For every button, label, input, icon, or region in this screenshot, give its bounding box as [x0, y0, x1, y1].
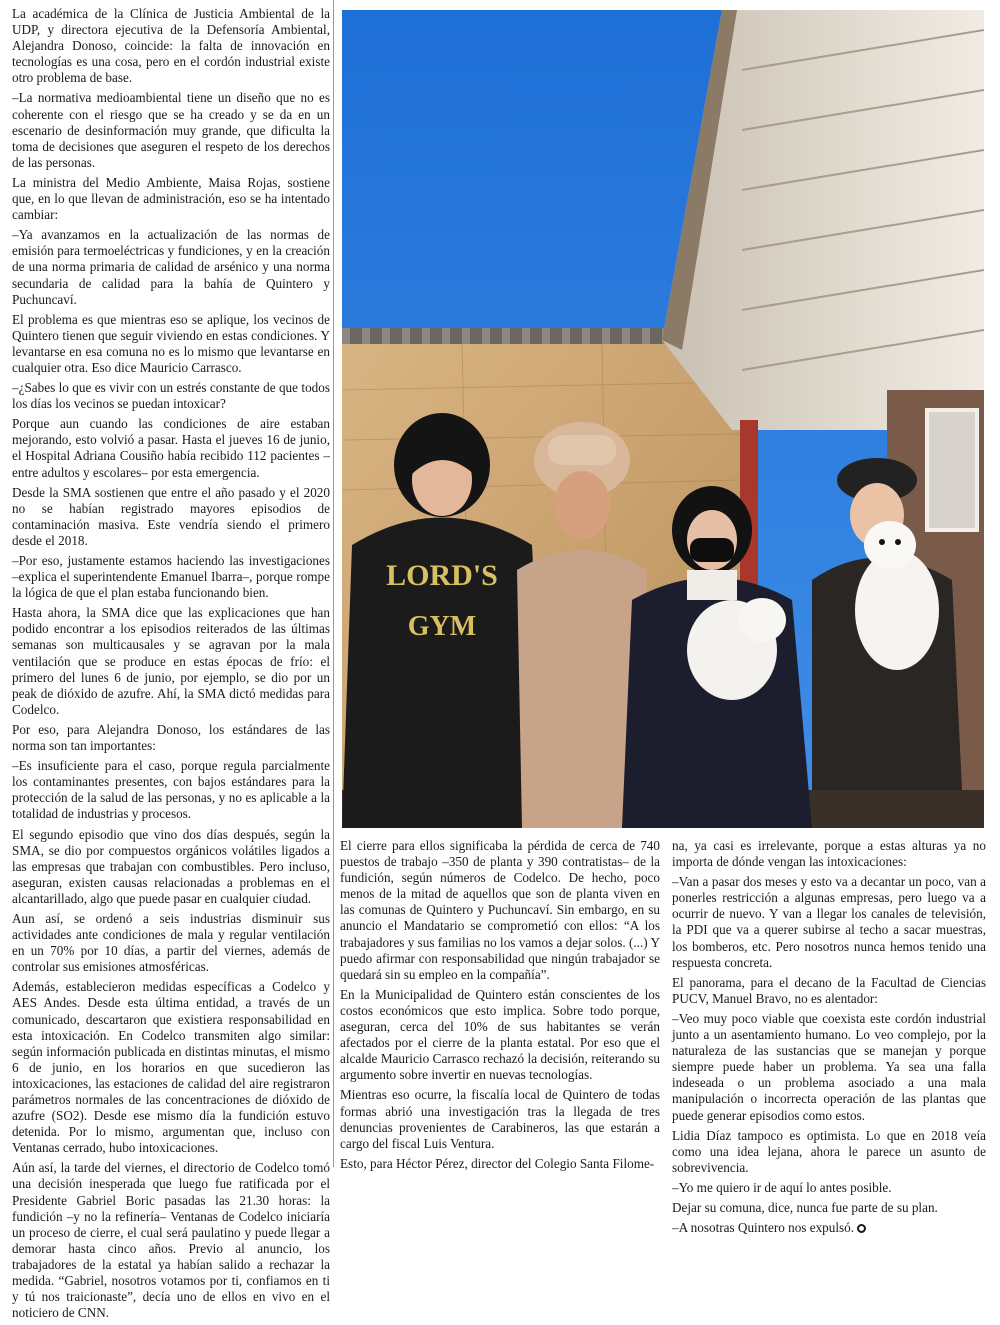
paragraph: –Ya avanzamos en la actualización de las normas de emisión para termoeléctricas y fundiciones, y en la creación de una norma primaria de calidad de arsénico y una norma secundaria de calidad para la bahía de Quintero y Puchuncaví.: [12, 227, 330, 307]
paragraph: Porque aun cuando las condiciones de aire estaban mejorando, esto volvió a pasar. Hasta el jueves 16 de junio, el Hospital Adriana Cousiño había recibido 112 pacientes –entre adultos y escolares– por esta emergencia.: [12, 416, 330, 480]
paragraph: Además, establecieron medidas específicas a Codelco y AES Andes. Desde esta última entidad, a través de un comunicado, descartaron que existiera responsabilidad en esta intoxicación. En Codelco transmiten algo similar: según información publicada en distintas minutas, el mismo 6 de junio, en los horarios en que sucedieron las intoxicaciones, las estaciones de calidad del aire registraron parámetros normales de las concentraciones de dióxido de azufre (SO2). Desde ese mismo día la fundición estuvo detenida. Por lo mismo, argumentan que, incluso con Ventanas cerrado, hubo intoxicaciones.: [12, 979, 330, 1156]
paragraph: Mientras eso ocurre, la fiscalía local de Quintero de todas formas abrió una investigación tras la llegada de tres denuncias provenientes de Carabineros, las que estarán a cargo del fiscal Luis Ventura.: [340, 1087, 660, 1151]
article-column-3: [672, 838, 986, 1240]
paragraph: Por eso, para Alejandra Donoso, los estándares de las norma son tan importantes:: [12, 721, 330, 754]
paragraph: Lidia Díaz tampoco es optimista. Lo que en 2018 veía como una idea lejana, ahora le parece un asunto de sobrevivencia.: [672, 1127, 986, 1175]
paragraph: La ministra del Medio Ambiente, Maisa Rojas, sostiene que, en lo que llevan de administración, eso se ha intentado cambiar:: [12, 174, 330, 223]
paragraph: Esto, para Héctor Pérez, director del Colegio Santa Filome-: [340, 1155, 655, 1171]
column-rule: [333, 0, 334, 1167]
paragraph: En la Municipalidad de Quintero están conscientes de los costos económicos que esto implica. Sobre todo porque, aseguran, cerca del 10% de sus habitantes se verán afectados por el cierre de la planta estatal. Por eso que el alcalde Mauricio Carrasco rechazó la decisión, reiterando su argumento sobre invertir en nuevas tecnologías.: [340, 986, 660, 1083]
paragraph: na, ya casi es irrelevante, porque a estas alturas ya no importa de dónde vengan las intoxicaciones:: [672, 838, 986, 870]
paragraph: –Es insuficiente para el caso, porque regula parcialmente los contaminantes presentes, con bajos estándares para la protección de la salud de las personas, y no es aplicable a la totalidad de industrias y procesos.: [12, 758, 330, 822]
paragraph: Desde la SMA sostienen que entre el año pasado y el 2020 no se habían registrado mayores episodios de contaminación masiva. Este vendría siendo el primero desde el 2018.: [12, 484, 330, 548]
paragraph: –Yo me quiero ir de aquí lo antes posible.: [672, 1179, 892, 1195]
paragraph: Dejar su comuna, dice, nunca fue parte de su plan.: [672, 1199, 938, 1215]
paragraph: –Van a pasar dos meses y esto va a decantar un poco, van a ponerles restricción a algunas empresas, pero luego va a ocurrir de nuevo. Y van a llegar los canales de televisión, la PDI que va a querer subirse al techo a sacar muestras, los bomberos, etc. Pero nosotros nunca hemos tenido una respuesta concreta.: [672, 874, 986, 970]
paragraph: –La normativa medioambiental tiene un diseño que no es coherente con el riesgo que se ha creado y se da en un escenario de desinformación muy grande, que dificulta la toma de decisiones que aseguren el respeto de los derechos de las personas.: [12, 90, 330, 170]
last-paragraph-text: –A nosotras Quintero nos expulsó.: [672, 1220, 855, 1236]
paragraph: El panorama, para el decano de la Facultad de Ciencias PUCV, Manuel Bravo, no es alentador:: [672, 974, 986, 1006]
paragraph: El cierre para ellos significaba la pérdida de cerca de 740 puestos de trabajo –350 de planta y 390 contratistas– de la fundición, según números de Codelco. De hecho, poco menos de la mitad de aquellos que son de planta viven en las comunas de Quintero y Puchuncaví. Sin embargo, en su anuncio el Mandatario se comprometió con ellos: “A los trabajadores y sus familias no los vamos a dejar solos. (...) Y puedo afirmar con responsabilidad que ningún trabajador se quedará sin su empleo en la compañía”.: [340, 838, 660, 982]
paragraph: –Por eso, justamente estamos haciendo las investigaciones –explica el superintendente Emanuel Ibarra–, porque rompe la lógica de que el plan estaba funcionando bien.: [12, 553, 330, 601]
paragraph: Hasta ahora, la SMA dice que las explicaciones que han podido encontrar a los episodios reiterados de las últimas semanas son multicausales y se agravan por la mala ventilación que se produce en estas épocas de frío: el primero del lunes 6 de junio, por ejemplo, se dio por un peak de dióxido de azufre. Ahí, la SMA dictó medidas para Codelco.: [12, 605, 330, 717]
paragraph: El segundo episodio que vino dos días después, según la SMA, se dio por compuestos orgánicos volátiles ligados a las empresas que trabajan con combustibles. Pero incluso, aseguran, existen causas relacionadas a problemas en el alcantarillado, algo que puede pasar en cualquier ciudad.: [12, 826, 330, 906]
paragraph: La académica de la Clínica de Justicia Ambiental de la UDP, y directora ejecutiva de la Defensoría Ambiental, Alejandra Donoso, coincide: la falta de innovación en tecnologías es una cosa, pero en el cordón industrial existe otro problema de base.: [12, 6, 330, 86]
paragraph: –¿Sabes lo que es vivir con un estrés constante de que todos los días los vecinos se puedan intoxicar?: [12, 380, 330, 412]
paragraph: –Veo muy poco viable que coexista este cordón industrial junto a un asentamiento humano. Lo veo complejo, por la naturaleza de las sustancias que se manejan y porque siempre puede haber un problema. Ya sea una falla indeseada o un problema asociado a una mala manipulación o incorrecta operación de las plantas que puede generar episodios como estos.: [672, 1010, 986, 1123]
sweatshirt-text-top: LORD'S: [386, 559, 498, 592]
last-paragraph: [672, 1220, 986, 1236]
end-of-article-icon: [857, 1224, 866, 1233]
sweatshirt-text-bottom: GYM: [407, 611, 477, 642]
article-column-1: [12, 6, 330, 1325]
paragraph: El problema es que mientras eso se aplique, los vecinos de Quintero tienen que seguir viviendo en estas condiciones. Y levantarse en esa comuna no es lo mismo que levantarse en cualquier otra. Eso dice Mauricio Carrasco.: [12, 311, 330, 375]
paragraph: Aún así, la tarde del viernes, el directorio de Codelco tomó una decisión inesperada que luego fue ratificada por el Presidente Gabriel Boric pasadas las 21.30 horas: la fundición –y no la refinería– Ventanas de Codelco iniciaría un proceso de cierre, el cual será paulatino y puede llegar a demorar hasta cinco años. Previo al anuncio, los trabajadores de la estatal ya habían salido a rechazar la medida. “Gabriel, nosotros votamos por ti, confiamos en ti y tú nos traicionaste”, decía uno de ellos en vivo en el noticiero de CNN.: [12, 1160, 330, 1321]
paragraph: Aun así, se ordenó a seis industrias disminuir sus actividades ante condiciones de mala y regular ventilación en un 70% por 10 días, a partir del viernes, además de controlar sus emisiones atmosféricas.: [12, 910, 330, 975]
article-column-2: [340, 838, 660, 1176]
article-photo: [342, 10, 984, 828]
